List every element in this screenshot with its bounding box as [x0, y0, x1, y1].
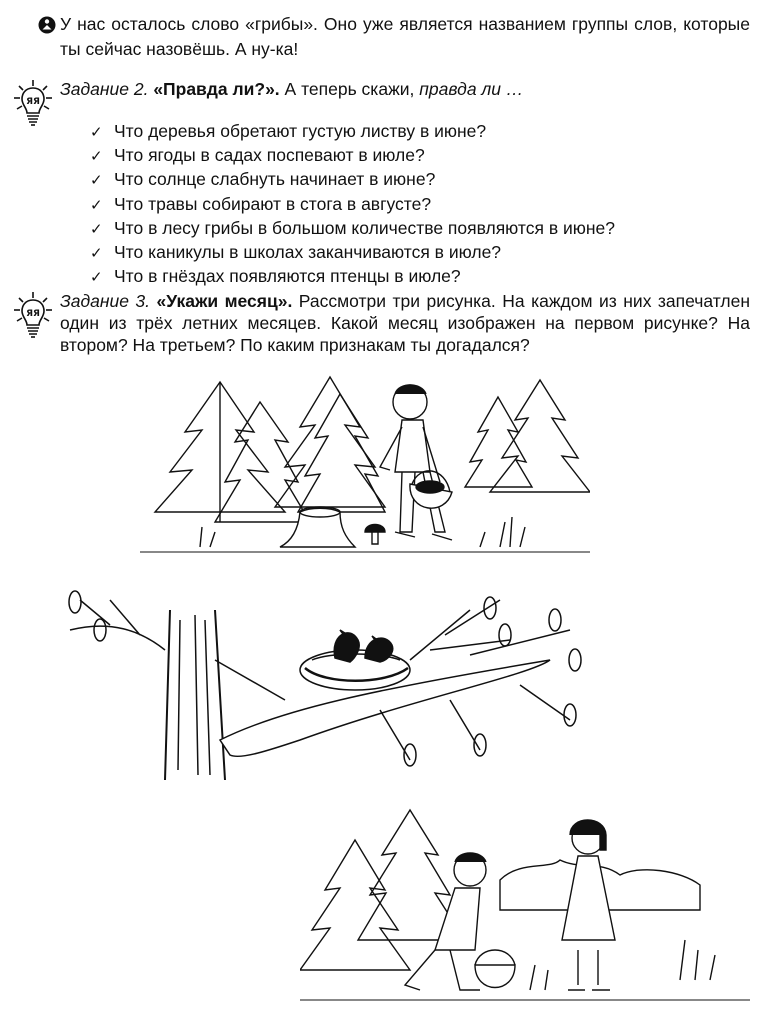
lightbulb-icon	[12, 290, 54, 342]
task2-heading	[60, 78, 523, 100]
task3-text: Рассмотри три рисунка. На каждом из них запечатлен один из трёх летних месяцев. Какой месяц изображен на первом рисунке? На втором? На третьем? По каким признакам ты догадался?	[60, 291, 750, 355]
list-item: ✓ Что солнце слабнуть начинает в июне?	[90, 168, 615, 192]
list-item: ✓ Что ягоды в садах поспевают в июле?	[90, 144, 615, 168]
reading-person-icon	[38, 16, 56, 34]
list-item: ✓ Что травы собирают в стога в августе?	[90, 193, 615, 217]
svg-text:ЯЯ: ЯЯ	[26, 97, 40, 107]
list-item: ✓ Что каникулы в школах заканчиваются в июле?	[90, 241, 615, 265]
task3-title: «Укажи месяц».	[156, 291, 293, 311]
intro-block	[38, 12, 750, 62]
task2-label: Задание 2.	[60, 79, 149, 99]
checkmark-icon: ✓	[90, 269, 103, 287]
children-berries-illustration	[300, 800, 750, 1010]
checkmark-icon: ✓	[90, 172, 103, 190]
bird-nest-illustration	[50, 590, 600, 780]
task2-emphasis: правда ли …	[419, 79, 524, 99]
task2-lead: А теперь скажи,	[284, 79, 415, 99]
checkmark-icon: ✓	[90, 196, 103, 214]
task2-question-list	[90, 120, 615, 289]
checkmark-icon: ✓	[90, 245, 103, 263]
list-item: ✓ Что в лесу грибы в большом количестве появляются в июне?	[90, 217, 615, 241]
lightbulb-icon	[12, 78, 54, 130]
task3-block	[60, 290, 750, 356]
list-item: ✓ Что в гнёздах появляются птенцы в июле?	[90, 265, 615, 289]
intro-text: У нас осталось слово «грибы». Оно уже является названием группы слов, которые ты сейчас назовёшь. А ну-ка!	[60, 14, 750, 59]
checkmark-icon: ✓	[90, 124, 103, 141]
task2-title: «Правда ли?».	[153, 79, 280, 99]
checkmark-icon: ✓	[90, 220, 103, 238]
svg-text:ЯЯ: ЯЯ	[26, 309, 40, 319]
task3-label: Задание 3.	[60, 291, 151, 311]
boy-picking-mushrooms-illustration	[140, 372, 590, 570]
checkmark-icon: ✓	[90, 148, 103, 166]
list-item: ✓ Что деревья обретают густую листву в июне?	[90, 120, 615, 144]
